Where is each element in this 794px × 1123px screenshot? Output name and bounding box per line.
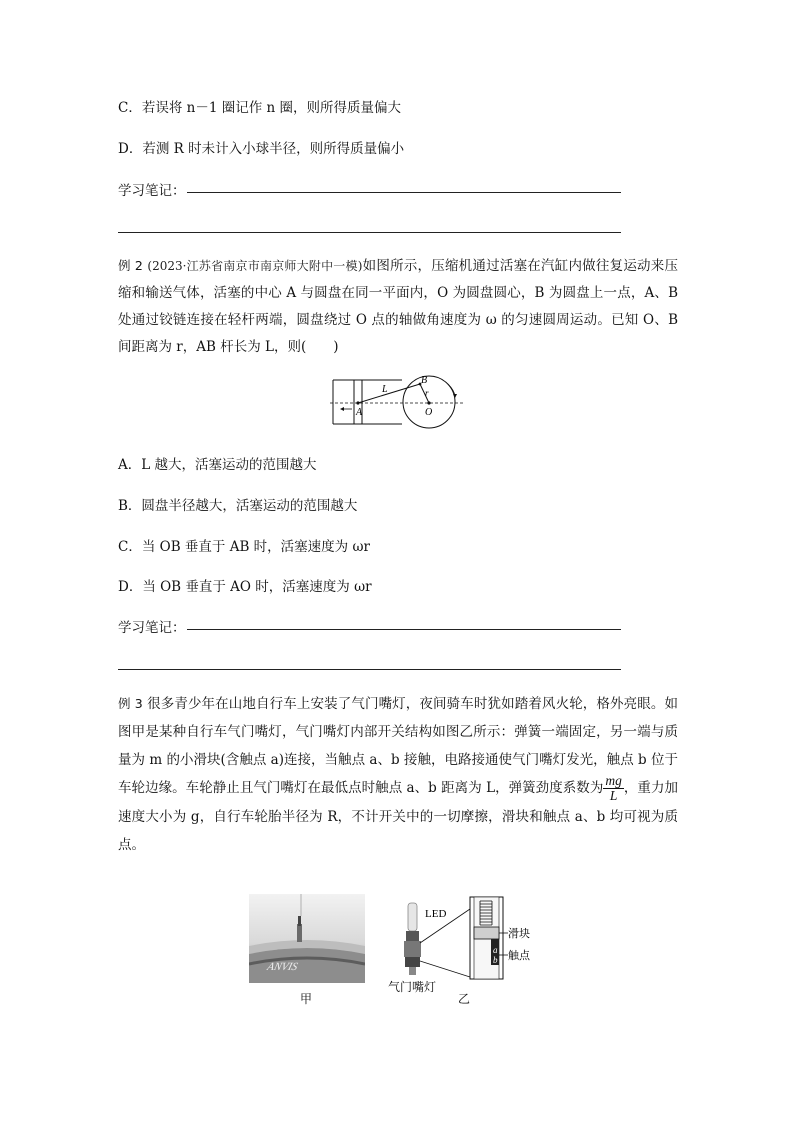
- wheel-photo: [249, 894, 365, 983]
- label-r: r: [425, 388, 429, 398]
- contact-b: b: [493, 955, 498, 965]
- fraction-numerator: mg: [605, 773, 622, 788]
- option-c: C．当 OB 垂直于 AB 时，活塞速度为 ωr: [118, 539, 370, 555]
- option-a: A．L 越大，活塞运动的范围越大: [118, 457, 317, 473]
- caption-yi: 乙: [458, 992, 471, 1006]
- contact-label: 触点: [508, 950, 530, 962]
- example-text-continued: ，重力加速度大小为 g，自行车轮胎半径为 R，不计开关中的一切摩擦，滑块和触点 a、b 均可视为质点。: [118, 780, 678, 853]
- option-d: D．当 OB 垂直于 AO 时，活塞速度为 ωr: [118, 579, 372, 595]
- compressor-diagram: [330, 372, 465, 432]
- fraction-denominator: L: [609, 788, 618, 803]
- example-label: 例 2: [118, 258, 143, 273]
- label-O: O: [425, 407, 433, 418]
- valve-lamp-diagram: [390, 891, 536, 983]
- note-line[interactable]: [187, 629, 621, 630]
- example2-body: [118, 252, 678, 361]
- note-line[interactable]: [118, 232, 621, 233]
- note-line[interactable]: [187, 192, 621, 193]
- study-notes-label: 学习笔记：: [118, 183, 186, 199]
- led-label: LED: [425, 908, 447, 920]
- study-notes-label: 学习笔记：: [118, 620, 186, 636]
- spring-constant-fraction: [603, 774, 624, 803]
- example3-body: [118, 690, 678, 859]
- example-text: 如图所示，压缩机通过活塞在汽缸内做往复运动来压缩和输送气体，活塞的中心 A 与圆盘在同一平面内，O 为圆盘圆心，B 为圆盘上一点，A、B 处通过铰链连接在轻杆两端，圆盘绕过 O 点的轴做角速度为 ω 的匀速圆周运动。已知 O、B 间距离为 r，AB 杆长为 L，则( ): [118, 258, 678, 355]
- slider-label: 滑块: [508, 928, 530, 940]
- example-text: 很多青少年在山地自行车上安装了气门嘴灯，夜间骑车时犹如踏着风火轮，格外亮眼。如图甲是某种自行车气门嘴灯，气门嘴灯内部开关结构如图乙所示：弹簧一端固定，另一端与质量为 m 的小滑块(含触点 a)连接，当触点 a、b 接触，电路接通使气门嘴灯发光，触点 b 位于车轮边缘。车轮静止且气门嘴灯在最低点时触点 a、b 距离为 L，弹簧劲度系数为: [118, 696, 679, 796]
- svg-text:ANVIS: ANVIS: [265, 961, 299, 973]
- note-line[interactable]: [118, 669, 621, 670]
- label-B: B: [421, 375, 428, 386]
- valve-lamp-caption: 气门嘴灯: [388, 980, 437, 994]
- label-L: L: [382, 384, 388, 395]
- caption-jia: 甲: [300, 992, 313, 1006]
- option-d: D．若测 R 时未计入小球半径，则所得质量偏小: [118, 141, 405, 157]
- label-A: A: [356, 407, 363, 418]
- example-label: 例 3: [118, 696, 143, 711]
- option-b: B．圆盘半径越大，活塞运动的范围越大: [118, 498, 358, 514]
- example-source: (2023·江苏省南京市南京师大附中一模): [147, 259, 363, 273]
- option-c: C．若误将 n－1 圈记作 n 圈，则所得质量偏大: [118, 100, 401, 116]
- contact-a: a: [493, 945, 498, 955]
